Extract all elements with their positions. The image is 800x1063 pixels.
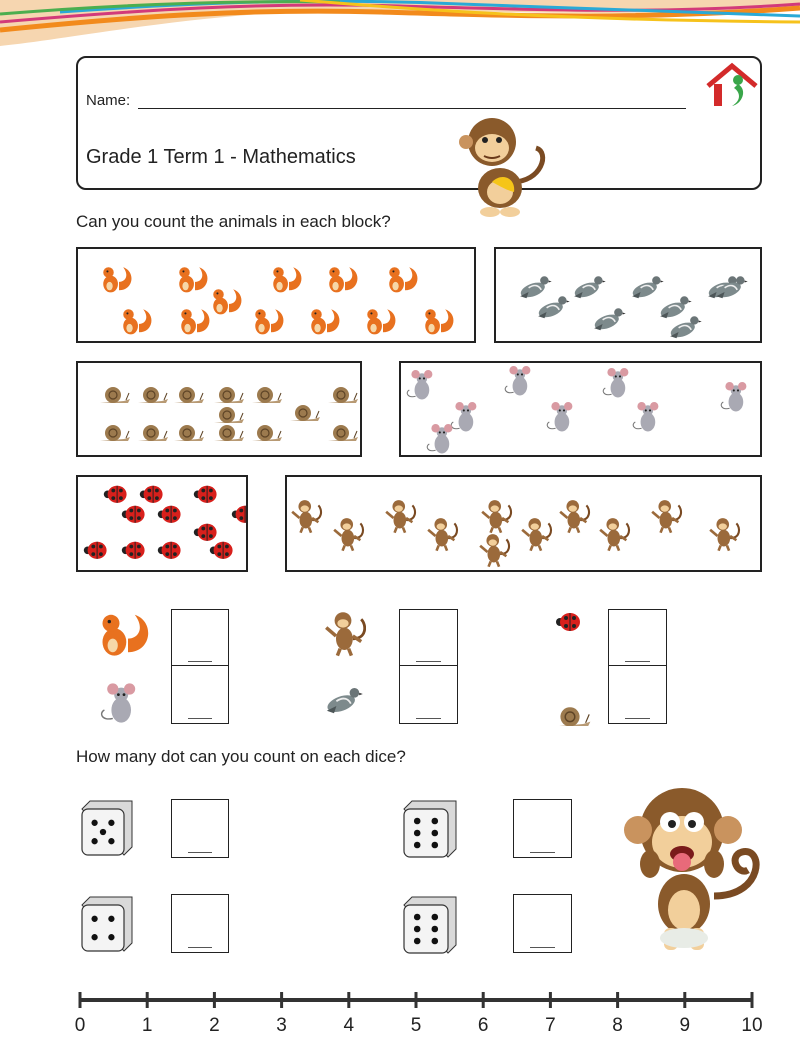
header-box bbox=[76, 56, 762, 190]
dice-pip bbox=[108, 934, 114, 940]
number-line-label: 6 bbox=[477, 1015, 489, 1036]
number-line-label: 3 bbox=[276, 1015, 287, 1036]
mouse-answer-icon bbox=[96, 682, 136, 726]
mouse-icon bbox=[547, 402, 572, 431]
squirrel-icon bbox=[179, 267, 207, 292]
ladybug-group bbox=[78, 477, 246, 570]
snail-icon bbox=[100, 387, 130, 403]
mouse-icon bbox=[633, 402, 658, 431]
snail-icon bbox=[252, 425, 282, 441]
monkey-block bbox=[285, 475, 762, 572]
ladybug-icon bbox=[104, 486, 127, 503]
snail-icon bbox=[214, 387, 244, 403]
dice-icon bbox=[74, 797, 136, 863]
dice-answer-box-4[interactable] bbox=[513, 894, 572, 953]
squirrel-icon bbox=[103, 615, 149, 656]
dice-pip bbox=[432, 914, 439, 921]
monkey-icon bbox=[652, 500, 681, 533]
monkey-icon bbox=[428, 518, 457, 551]
monkey-icon bbox=[560, 500, 589, 533]
dice-pip bbox=[432, 842, 439, 849]
ladybug-icon bbox=[122, 542, 145, 559]
ladybug-icon bbox=[556, 613, 580, 631]
number-line-label: 7 bbox=[545, 1015, 556, 1036]
dice-icon bbox=[396, 797, 460, 865]
dice-answer-box-3[interactable] bbox=[171, 894, 229, 953]
snail-icon bbox=[138, 425, 168, 441]
monkey-mascot-icon bbox=[452, 112, 552, 220]
mouse-group bbox=[401, 363, 760, 455]
snail-icon bbox=[290, 405, 320, 421]
question-count-dice: How many dot can you count on each dice? bbox=[76, 747, 406, 766]
snail-icon bbox=[174, 425, 204, 441]
snail-icon bbox=[174, 387, 204, 403]
monkey-icon bbox=[710, 518, 739, 551]
monkey-answer-box[interactable] bbox=[399, 609, 458, 667]
monkey-icon bbox=[292, 500, 321, 533]
question-count-animals: Can you count the animals in each block? bbox=[76, 212, 391, 231]
dice-pip bbox=[414, 914, 421, 921]
mouse-icon bbox=[407, 370, 432, 399]
number-line-label: 1 bbox=[141, 1015, 153, 1036]
snail-icon bbox=[554, 707, 590, 726]
dice-icon bbox=[74, 893, 136, 959]
dice-answer-box-2[interactable] bbox=[513, 799, 572, 858]
monkey-icon bbox=[334, 518, 363, 551]
dice-pip bbox=[432, 938, 439, 945]
dice-pip bbox=[432, 830, 439, 837]
number-line-label: 10 bbox=[741, 1015, 763, 1036]
mouse-answer-box[interactable] bbox=[171, 665, 229, 724]
dice-icon bbox=[396, 893, 460, 961]
mouse-icon bbox=[102, 683, 136, 722]
ladybug-icon bbox=[84, 542, 107, 559]
squirrel-icon bbox=[425, 309, 453, 334]
snail-icon bbox=[214, 407, 244, 423]
monkey-icon bbox=[600, 518, 629, 551]
mouse-icon bbox=[505, 366, 530, 395]
number-line-label: 9 bbox=[679, 1015, 691, 1036]
squirrel-icon bbox=[367, 309, 395, 334]
snail-block bbox=[76, 361, 362, 457]
mouse-icon bbox=[451, 402, 476, 431]
number-line-label: 0 bbox=[74, 1015, 86, 1036]
number-line-label: 5 bbox=[410, 1015, 422, 1036]
mouse-icon bbox=[721, 382, 746, 411]
dice-answer-box-1[interactable] bbox=[171, 799, 229, 858]
monkey-icon bbox=[522, 518, 551, 551]
ladybug-icon bbox=[194, 486, 217, 503]
dice-pip bbox=[100, 829, 106, 835]
dice-pip bbox=[91, 916, 97, 922]
monkey-icon bbox=[326, 612, 364, 655]
mouse-icon bbox=[603, 368, 628, 397]
squirrel-icon bbox=[311, 309, 339, 334]
pigeon-answer-icon bbox=[322, 682, 364, 722]
snail-icon bbox=[328, 387, 358, 403]
monkey-answer-icon bbox=[322, 608, 366, 658]
squirrel-icon bbox=[103, 267, 131, 292]
dice-pip bbox=[432, 926, 439, 933]
dice-pip bbox=[91, 934, 97, 940]
snail-icon bbox=[252, 387, 282, 403]
ladybug-answer-box[interactable] bbox=[608, 609, 667, 667]
page-title: Grade 1 Term 1 - Mathematics bbox=[86, 146, 356, 168]
snail-answer-box[interactable] bbox=[608, 665, 667, 724]
squirrel-icon bbox=[273, 267, 301, 292]
pigeon-group bbox=[496, 249, 760, 341]
ladybug-icon bbox=[140, 486, 163, 503]
dice-pip bbox=[91, 838, 97, 844]
squirrel-icon bbox=[123, 309, 151, 334]
dice-pip bbox=[432, 818, 439, 825]
squirrel-group bbox=[78, 249, 474, 341]
monkey-icon bbox=[480, 534, 509, 567]
snail-group bbox=[78, 363, 360, 455]
snail-icon bbox=[138, 387, 168, 403]
squirrel-answer-box[interactable] bbox=[171, 609, 229, 667]
ladybug-icon bbox=[232, 506, 246, 523]
monkey-icon bbox=[482, 500, 511, 533]
ladybug-block bbox=[76, 475, 248, 572]
dice-pip bbox=[91, 820, 97, 826]
ladybug-icon bbox=[158, 542, 181, 559]
dice-pip bbox=[108, 838, 114, 844]
ladybug-icon bbox=[194, 524, 217, 541]
name-label: Name: bbox=[86, 92, 131, 109]
dice-pip bbox=[414, 818, 421, 825]
pigeon-icon bbox=[519, 276, 552, 300]
pigeon-icon bbox=[659, 296, 692, 320]
pigeon-icon bbox=[325, 688, 363, 715]
mouse-block bbox=[399, 361, 762, 457]
squirrel-icon bbox=[181, 309, 209, 334]
monkey-cartoon-icon bbox=[624, 776, 768, 960]
pigeon-block bbox=[494, 247, 762, 343]
number-line bbox=[70, 986, 770, 1042]
monkey-icon bbox=[386, 500, 415, 533]
squirrel-icon bbox=[389, 267, 417, 292]
pigeon-icon bbox=[537, 296, 570, 320]
dice-pip bbox=[414, 938, 421, 945]
snail-answer-icon bbox=[552, 700, 594, 726]
decorative-banner bbox=[0, 0, 800, 52]
snail-icon bbox=[328, 425, 358, 441]
pigeon-icon bbox=[631, 276, 664, 300]
squirrel-icon bbox=[329, 267, 357, 292]
ladybug-answer-icon bbox=[552, 608, 584, 638]
pigeon-icon bbox=[669, 316, 702, 340]
pigeon-answer-box[interactable] bbox=[399, 665, 458, 724]
ladybug-icon bbox=[210, 542, 233, 559]
number-line-label: 2 bbox=[209, 1015, 220, 1036]
ladybug-icon bbox=[122, 506, 145, 523]
dice-pip bbox=[108, 820, 114, 826]
pigeon-icon bbox=[573, 276, 606, 300]
name-input[interactable] bbox=[138, 108, 686, 109]
dice-pip bbox=[414, 926, 421, 933]
snail-icon bbox=[100, 425, 130, 441]
number-line-label: 4 bbox=[343, 1015, 355, 1036]
squirrel-block bbox=[76, 247, 476, 343]
snail-icon bbox=[214, 425, 244, 441]
dice-pip bbox=[414, 842, 421, 849]
house-logo-icon bbox=[704, 60, 760, 110]
dice-pip bbox=[414, 830, 421, 837]
squirrel-icon bbox=[255, 309, 283, 334]
squirrel-icon bbox=[213, 289, 241, 314]
dice-pip bbox=[108, 916, 114, 922]
mouse-icon bbox=[427, 424, 452, 453]
number-line-label: 8 bbox=[612, 1015, 623, 1036]
pigeon-icon bbox=[593, 308, 626, 332]
ladybug-icon bbox=[158, 506, 181, 523]
monkey-group bbox=[287, 477, 760, 570]
squirrel-answer-icon bbox=[94, 608, 154, 664]
